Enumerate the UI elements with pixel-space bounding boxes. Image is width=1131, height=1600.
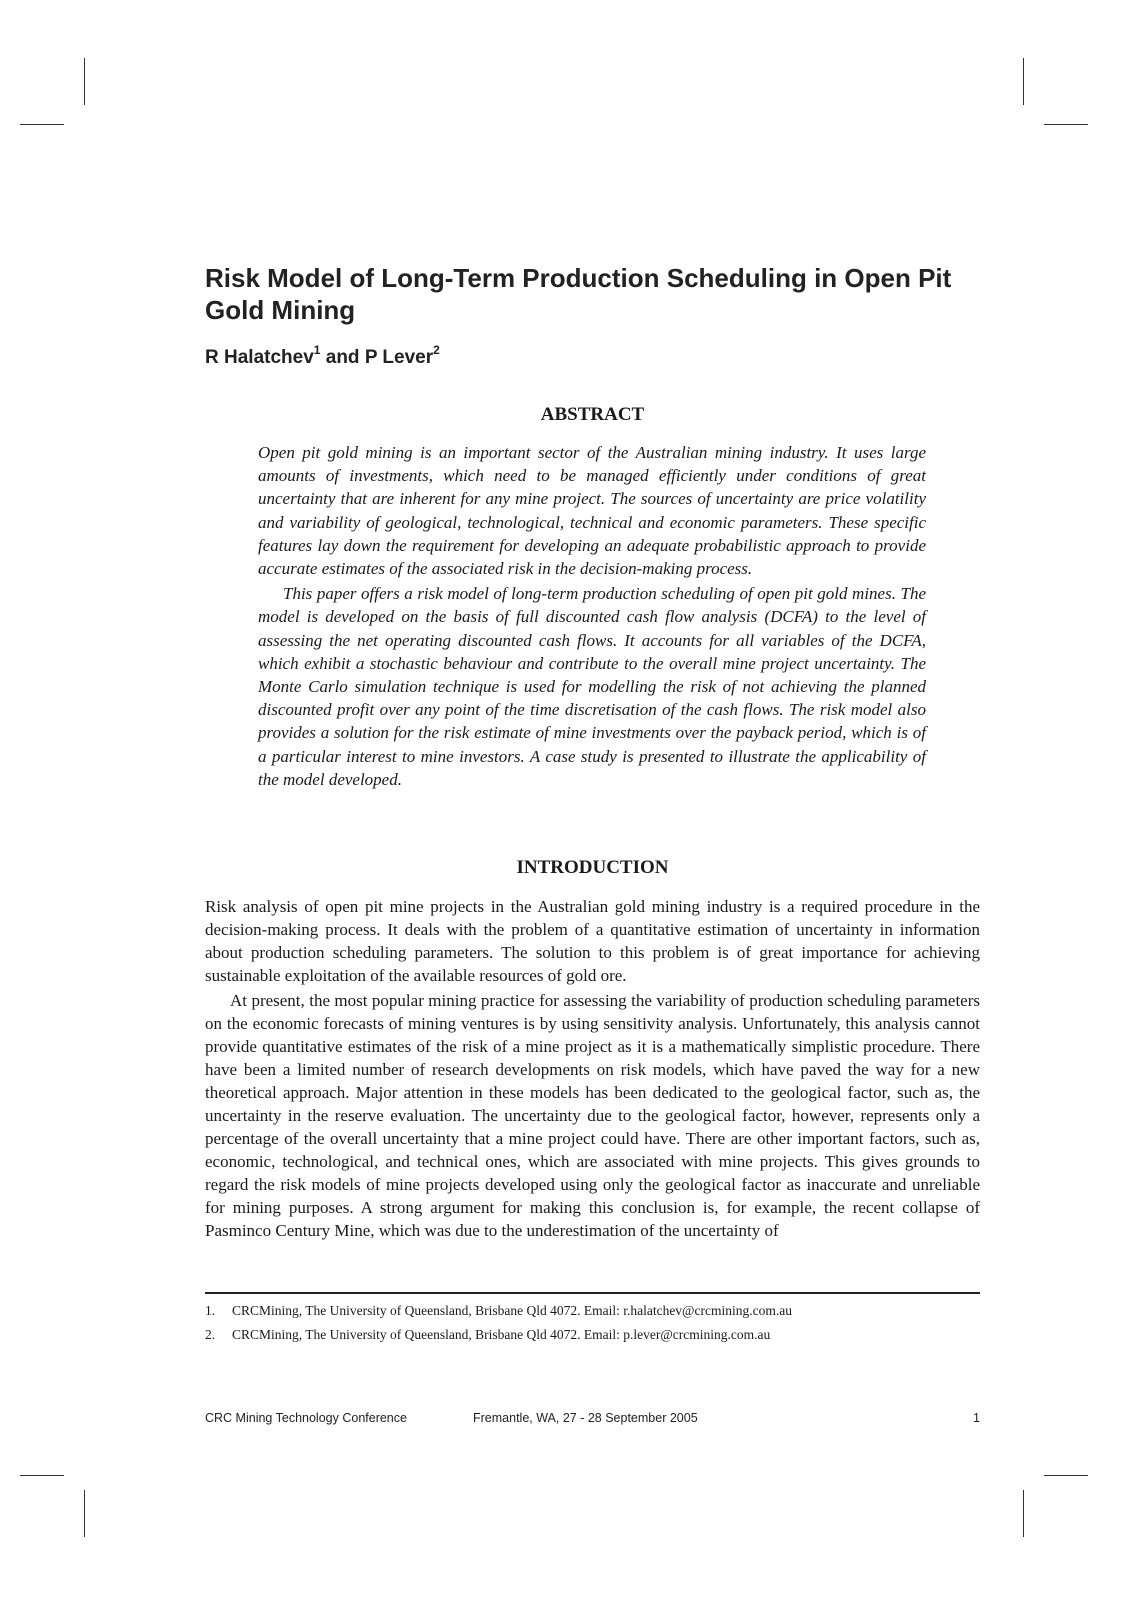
footnote <box>205 1302 980 1320</box>
footnote-text: CRCMining, The University of Queensland, Brisbane Qld 4072. Email: p.lever@crcmining.com.au <box>232 1327 771 1342</box>
introduction-body <box>205 895 980 1242</box>
crop-mark-bottom-left-horizontal <box>20 1475 64 1476</box>
introduction-paragraph: At present, the most popular mining practice for assessing the variability of production scheduling parameters on the economic forecasts of mining ventures is by using sensitivity analysis. Unfortunately, this analysis cannot provide quantitative estimates of the risk of a mine project as it is a mathematically simplistic procedure. There have been a limited number of research developments on risk models, which have paved the way for a new theoretical approach. Major attention in these models has been dedicated to the geological factor, such as, the uncertainty in the reserve evaluation. The uncertainty due to the geological factor, however, represents only a percentage of the overall uncertainty that a mine project could have. There are other important factors, such as, economic, technological, and technical ones, which are associated with mine projects. This gives grounds to regard the risk models of mine projects developed using only the geological factor as inaccurate and unreliable for mining purposes. A strong argument for making this conclusion is, for example, the recent collapse of Pasminco Century Mine, which was due to the underestimation of the uncertainty of <box>205 991 980 1240</box>
crop-mark-top-left-vertical <box>84 58 85 105</box>
introduction-heading: INTRODUCTION <box>516 857 669 878</box>
abstract-heading: ABSTRACT <box>540 404 645 425</box>
crop-mark-top-right-vertical <box>1023 58 1024 105</box>
crop-mark-top-left-horizontal <box>20 124 64 125</box>
author-name: R Halatchev <box>205 347 314 368</box>
author-affiliation-mark: 2 <box>433 342 440 357</box>
abstract-body <box>258 441 926 791</box>
introduction-paragraph: Risk analysis of open pit mine projects in the Australian gold mining industry is a required procedure in the decision-making process. It deals with the problem of a quantitative estimation of uncertainty in information about production scheduling parameters. The solution to this problem is of great importance for achieving sustainable exploitation of the available resources of gold ore. <box>205 897 980 985</box>
footnote-number: 1. <box>205 1303 216 1318</box>
footnote-text: CRCMining, The University of Queensland, Brisbane Qld 4072. Email: r.halatchev@crcmining.com.au <box>232 1303 792 1318</box>
footnote-number: 2. <box>205 1327 216 1342</box>
crop-mark-top-right-horizontal <box>1044 124 1088 125</box>
page-number: 1 <box>973 1411 980 1425</box>
footnote-divider <box>205 1292 980 1294</box>
crop-mark-bottom-right-horizontal <box>1044 1475 1088 1476</box>
paper-title: Risk Model of Long-Term Production Scheduling in Open Pit Gold Mining <box>205 263 952 325</box>
crop-mark-bottom-right-vertical <box>1023 1490 1024 1537</box>
footer-place-date: Fremantle, WA, 27 - 28 September 2005 <box>473 1411 698 1425</box>
crop-mark-bottom-left-vertical <box>84 1490 85 1537</box>
author-separator: and <box>320 347 365 368</box>
author-affiliation-mark: 1 <box>313 342 321 357</box>
footnote <box>205 1326 980 1344</box>
footer-conference: CRC Mining Technology Conference <box>205 1411 407 1425</box>
abstract-paragraph: Open pit gold mining is an important sector of the Australian mining industry. It uses large amounts of investments, which need to be managed efficiently under conditions of great uncertainty that are inherent for any mine project. The sources of uncertainty are price volatility and variability of geological, technological, technical and economic parameters. These specific features lay down the requirement for developing an adequate probabilistic approach to provide accurate estimates of the associated risk in the decision-making process. <box>258 443 926 579</box>
abstract-paragraph: This paper offers a risk model of long-term production scheduling of open pit gold mines. The model is developed on the basis of full discounted cash flow analysis (DCFA) to the level of assessing the net operating discounted cash flows. It accounts for all variables of the DCFA, which exhibit a stochastic behaviour and contribute to the overall mine project uncertainty. The Monte Carlo simulation technique is used for modelling the risk of not achieving the planned discounted profit over any point of the time discretisation of the cash flows. The risk model also provides a solution for the risk estimate of mine investments over the payback period, which is of a particular interest to mine investors. A case study is presented to illustrate the applicability of the model developed. <box>258 584 926 789</box>
author-name: P Lever <box>364 347 434 368</box>
author-line <box>205 342 440 370</box>
